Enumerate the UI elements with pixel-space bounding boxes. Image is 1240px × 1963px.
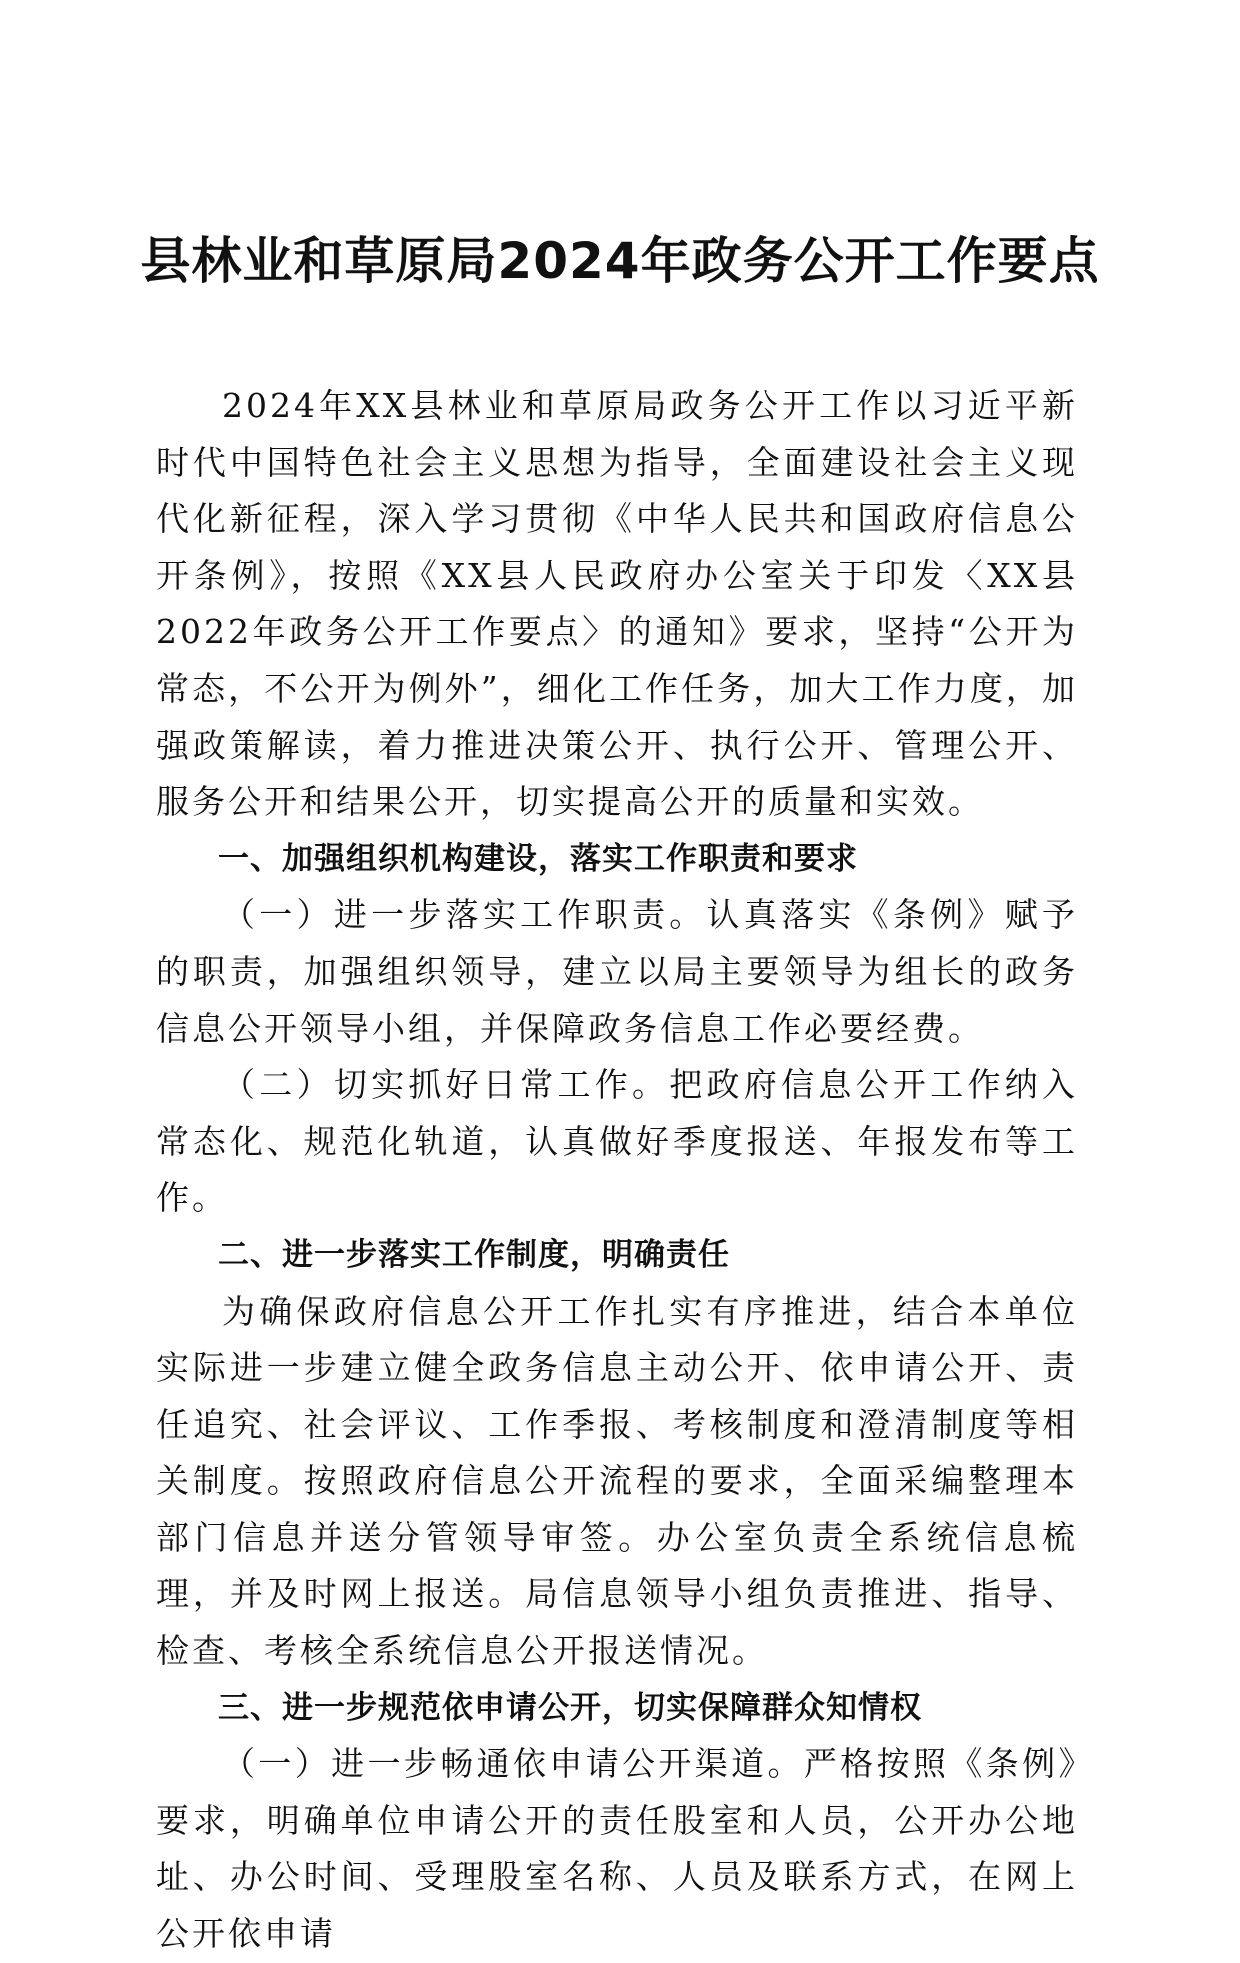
section-heading-3: 三、进一步规范依申请公开，切实保障群众知情权	[218, 1689, 922, 1726]
section-1-paragraph-2	[156, 1057, 1078, 1227]
document-body	[156, 378, 1078, 1963]
section-2-paragraph-1: 为确保政府信息公开工作扎实有序推进，结合本单位实际进一步建立健全政务信息主动公开、依申请公开、责任追究、社会评议、工作季报、考核制度和澄清制度等相关制度。按照政府信息公开流程的要求，全面采编整理本部门信息并送分管领导审签。办公室负责全系统信息梳理，并及时网上报送。局信息领导小组负责推进、指导、检查、考核全系统信息公开报送情况。	[156, 1291, 1078, 1671]
document-title: 县林业和草原局2024年政务公开工作要点	[140, 232, 1100, 290]
intro-paragraph: 2024年XX县林业和草原局政务公开工作以习近平新时代中国特色社会主义思想为指导，全面建设社会主义现代化新征程，深入学习贯彻《中华人民共和国政府信息公开条例》，按照《XX县人民政府办公室关于印发〈XX县2022年政务公开工作要点〉的通知》要求，坚持“公开为常态，不公开为例外”，细化工作任务，加大工作力度，加强政策解读，着力推进决策公开、执行公开、管理公开、服务公开和结果公开，切实提高公开的质量和实效。	[156, 386, 1078, 822]
paragraph-text: 把政府信息公开工作纳入常态化、规范化轨道，认真做好季度报送、年报发布等工作。	[156, 1065, 1079, 1218]
subsection-lead: （二）切实抓好日常工作。	[222, 1065, 670, 1105]
section-1-paragraph-1	[156, 887, 1078, 1057]
subsection-lead: （一）进一步落实工作职责。	[222, 895, 707, 935]
section-3-paragraph-1	[156, 1736, 1078, 1962]
subsection-lead: （一）进一步畅通依申请公开渠道。	[222, 1744, 804, 1784]
paragraph-text: 严格按照《条例》要求，明确单位申请公开的责任股室和人员，公开办公地址、办公时间、受理股室名称、人员及联系方式，在网上公开依申请	[156, 1744, 1079, 1954]
paragraph-text: 认真落实《条例》赋予的职责，加强组织领导，建立以局主要领导为组长的政务信息公开领导小组，并保障政务信息工作必要经费。	[156, 895, 1079, 1048]
section-heading-1: 一、加强组织机构建设，落实工作职责和要求	[218, 840, 858, 877]
section-heading-2: 二、进一步落实工作制度，明确责任	[218, 1236, 730, 1273]
